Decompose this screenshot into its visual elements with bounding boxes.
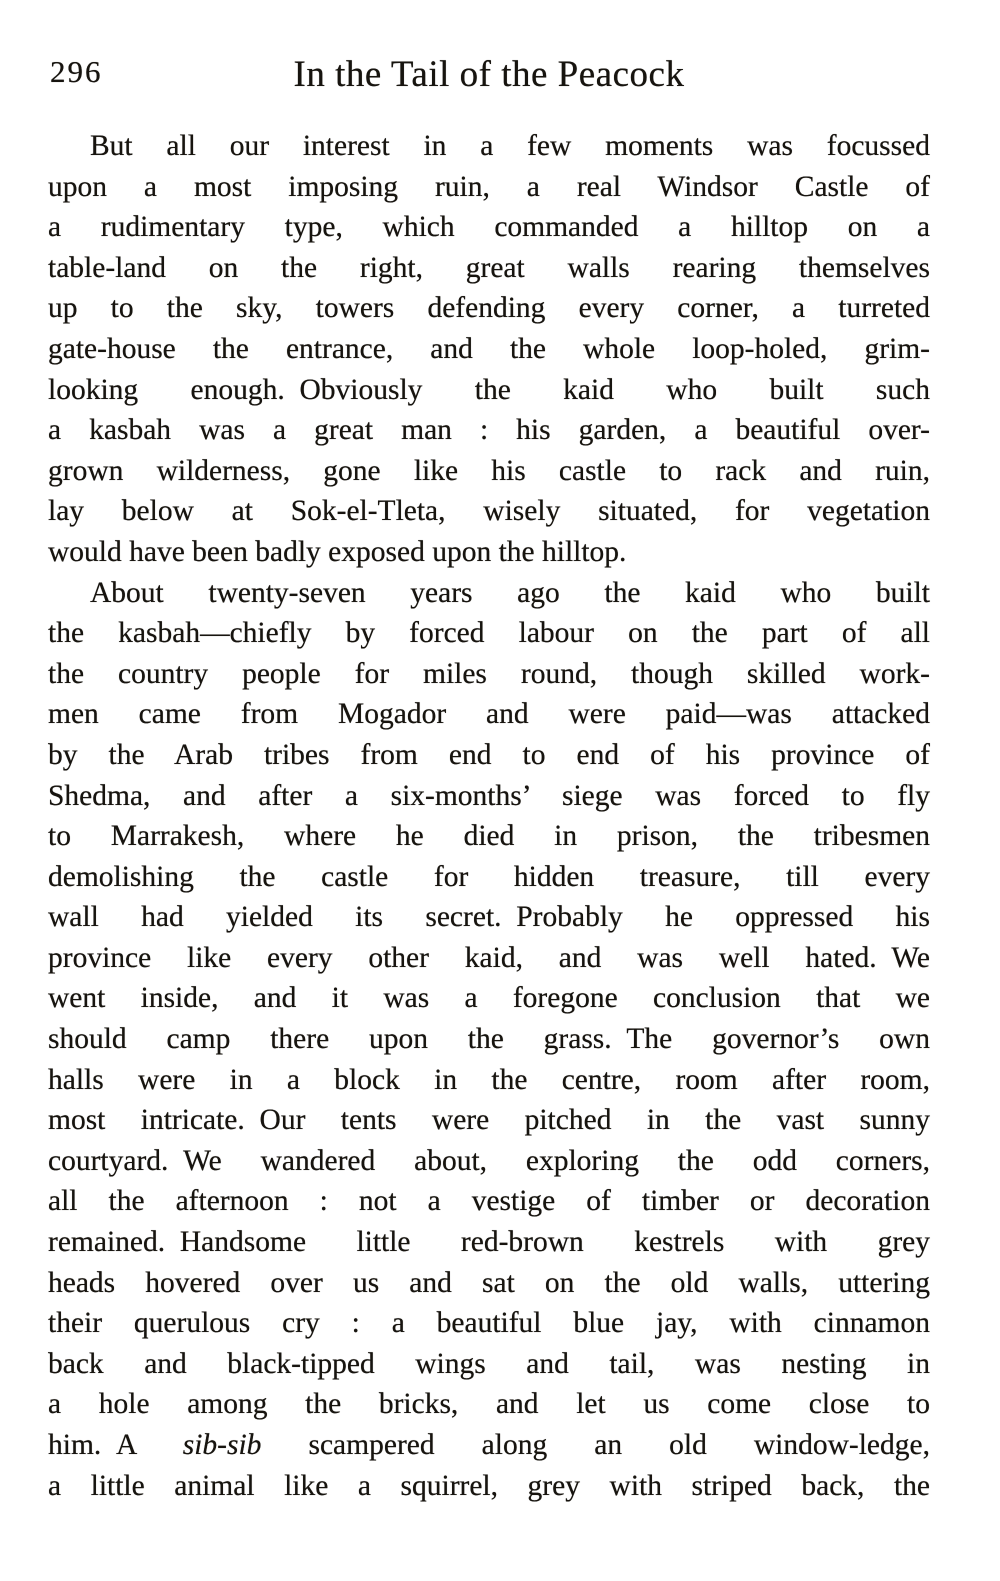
body-text <box>48 126 930 1506</box>
text-line: went inside, and it was a foregone conclusion that we <box>48 982 930 1015</box>
text-line: province like every other kaid, and was well hated. We <box>48 941 930 974</box>
text-line: all the afternoon : not a vestige of timber or decoration <box>48 1185 930 1218</box>
running-title: In the Tail of the Peacock <box>293 54 685 95</box>
text-line: would have been badly exposed upon the hilltop. <box>48 535 627 568</box>
text-line: courtyard. We wandered about, exploring the odd corners, <box>48 1144 930 1177</box>
text-segment: him. A <box>48 1429 183 1461</box>
paragraph <box>48 126 930 573</box>
paragraph <box>48 573 930 1507</box>
text-line: halls were in a block in the centre, room after room, <box>48 1063 930 1096</box>
text-line: About twenty-seven years ago the kaid who built <box>90 576 930 609</box>
text-line: a hole among the bricks, and let us come close to <box>48 1388 930 1421</box>
text-line: the country people for miles round, though skilled work- <box>48 657 930 690</box>
text-line: heads hovered over us and sat on the old walls, uttering <box>48 1266 930 1299</box>
italic-term: sib-sib <box>182 1429 262 1461</box>
text-line: their querulous cry : a beautiful blue jay, with cinnamon <box>48 1307 930 1340</box>
text-line: wall had yielded its secret. Probably he oppressed his <box>48 901 930 934</box>
text-line: a rudimentary type, which commanded a hilltop on a <box>48 211 930 244</box>
text-line: looking enough. Obviously the kaid who built such <box>48 373 930 406</box>
page-number: 296 <box>50 54 103 89</box>
text-line: back and black-tipped wings and tail, was nesting in <box>48 1347 930 1380</box>
text-line: the kasbah—chiefly by forced labour on the part of all <box>48 617 930 650</box>
text-line: to Marrakesh, where he died in prison, the tribesmen <box>48 820 930 853</box>
text-line: gate-house the entrance, and the whole loop-holed, grim- <box>48 332 930 365</box>
text-line: demolishing the castle for hidden treasure, till every <box>48 860 930 893</box>
text-line: But all our interest in a few moments was focussed <box>90 130 930 162</box>
page-header <box>48 42 930 95</box>
text-line: should camp there upon the grass. The governor’s own <box>48 1023 930 1056</box>
text-line: upon a most imposing ruin, a real Windsor Castle of <box>48 170 930 203</box>
text-line: grown wilderness, gone like his castle to rack and ruin, <box>48 454 930 487</box>
text-line: by the Arab tribes from end to end of his province of <box>48 738 930 771</box>
text-line: men came from Mogador and were paid—was attacked <box>48 698 930 731</box>
text-line: Shedma, and after a six-months’ siege was forced to fly <box>48 779 930 812</box>
text-line <box>48 1425 930 1466</box>
text-segment: scampered along an old window-ledge, <box>261 1429 930 1461</box>
text-line: most intricate. Our tents were pitched in the vast sunny <box>48 1104 930 1137</box>
text-line: remained. Handsome little red-brown kestrels with grey <box>48 1226 930 1259</box>
text-line: a little animal like a squirrel, grey with striped back, the <box>48 1469 930 1502</box>
text-line: up to the sky, towers defending every corner, a turreted <box>48 292 930 325</box>
text-line: table-land on the right, great walls rearing themselves <box>48 251 930 284</box>
text-line: a kasbah was a great man : his garden, a beautiful over- <box>48 414 930 447</box>
text-line: lay below at Sok-el-Tleta, wisely situated, for vegetation <box>48 495 930 528</box>
